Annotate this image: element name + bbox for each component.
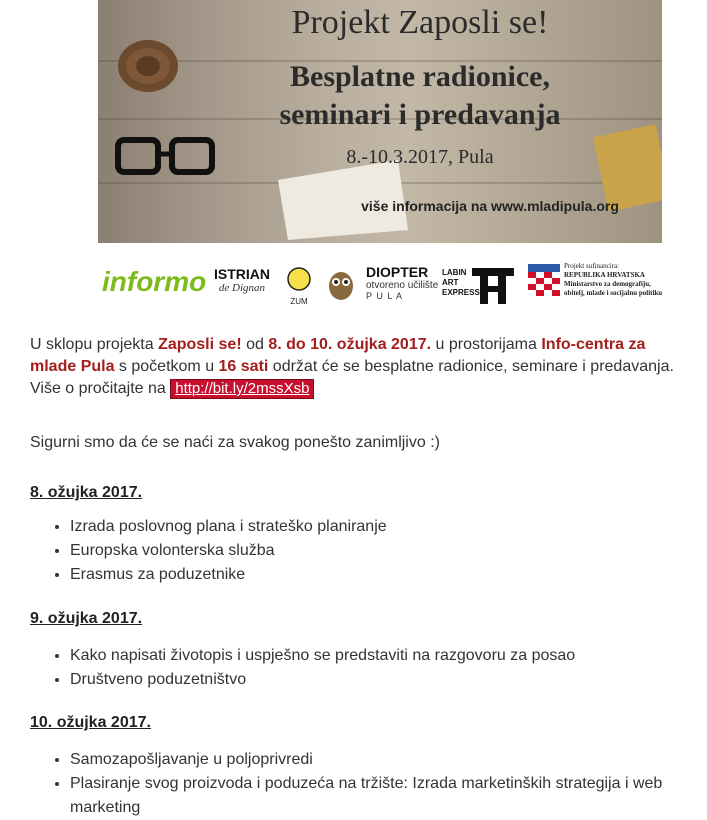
banner-subtitle-line1: Besplatne radionice, xyxy=(290,60,550,93)
banner-subtitle xyxy=(138,58,662,134)
labin-art-icon xyxy=(472,264,514,304)
day-section-3 xyxy=(30,712,680,820)
list-item: • Društveno poduzetništvo xyxy=(70,668,680,692)
venue-name: Info-centra za mlade Pula xyxy=(30,336,646,375)
article-body xyxy=(30,334,680,816)
list-item: • Kako napisati životopis i uspješno se predstaviti na razgovoru za posao xyxy=(70,644,680,668)
day-heading: 8. ožujka 2017. xyxy=(30,484,143,501)
bitly-link[interactable]: http://bit.ly/2mssXsb xyxy=(170,379,314,399)
diopter-logo: DIOPTER otvoreno učilište P U L A xyxy=(366,264,439,301)
list-item: • Europska volonterska služba xyxy=(70,539,680,563)
banner-dates: 8.-10.3.2017, Pula xyxy=(346,146,494,168)
labin-art-logo: LABIN ART EXPRESS xyxy=(442,260,518,310)
owl-icon xyxy=(326,260,362,310)
list-item: • Samozapošljavanje u poljoprivredi xyxy=(70,748,680,772)
banner-title: Projekt Zaposli se! xyxy=(291,4,549,41)
zum-logo: ZUM xyxy=(284,260,314,310)
closing-line: Sigurni smo da će se naći za svakog ponešto zanimljivo :) xyxy=(30,434,440,451)
rh-ministry-logo: Projekt sufinancira: REPUBLIKA HRVATSKA Ministarstvo za demografiju, obitelj, mlade i socijalnu politiku xyxy=(528,260,662,310)
list-item: • Erasmus za poduzetnike xyxy=(70,563,680,587)
banner-more-info: više informacija na www.mladipula.org xyxy=(361,198,619,214)
list-item: • Izrada poslovnog plana i strateško planiranje xyxy=(70,515,680,539)
day-heading: 10. ožujka 2017. xyxy=(30,714,151,731)
day-section-2 xyxy=(30,608,680,692)
day-section-1 xyxy=(30,482,680,587)
day-topic-list xyxy=(30,515,680,587)
banner-subtitle-line2: seminari i predavanja xyxy=(279,98,561,131)
istrian-logo: ISTRIAN de Dignan xyxy=(214,266,270,294)
day-topic-list xyxy=(30,644,680,692)
day-topic-list xyxy=(30,748,680,820)
informo-logo: informo xyxy=(102,266,207,297)
event-banner xyxy=(98,0,662,243)
start-time: 16 sati xyxy=(218,358,269,375)
project-name: Zaposli se! xyxy=(158,336,242,353)
event-dates: 8. do 10. ožujka 2017. xyxy=(268,336,432,353)
intro-paragraph: U sklopu projekta Zaposli se! od 8. do 10. ožujka 2017. u prostorijama Info-centra za mlade Pula s početkom u 16 sati održat će se besplatne radionice, seminare i predavanja. Više o pročitajte na http://bit.ly/2mssXsb xyxy=(30,336,674,397)
list-item: • Plasiranje svog proizvoda i poduzeća na tržište: Izrada marketinških strategija i web marketing xyxy=(70,772,680,820)
partner-logos xyxy=(98,260,662,310)
zum-icon xyxy=(286,266,312,292)
day-heading: 9. ožujka 2017. xyxy=(30,610,143,627)
croatia-coat-of-arms-icon xyxy=(528,264,560,304)
